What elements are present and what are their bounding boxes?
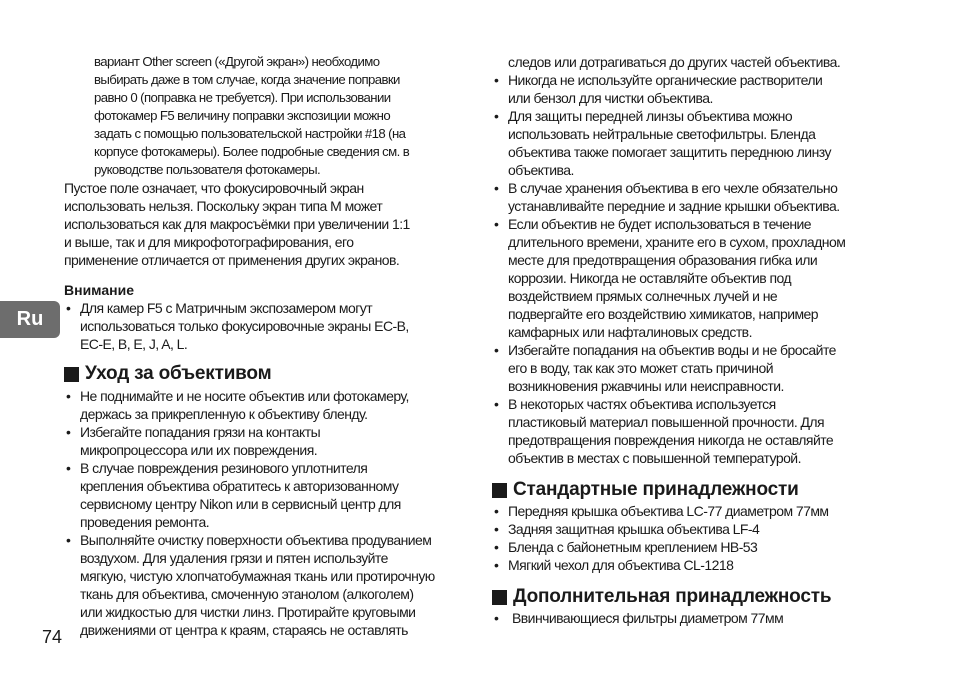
text-line: пластиковый материал повышенной прочности. Для bbox=[508, 414, 825, 430]
bullet-icon: • bbox=[494, 216, 499, 232]
text-line: Ввинчивающиеся фильтры диаметром 77мм bbox=[512, 610, 784, 626]
text-line: Выполняйте очистку поверхности объектива продуванием bbox=[80, 532, 432, 548]
bullet-icon: • bbox=[66, 388, 71, 404]
list-item bbox=[64, 423, 462, 459]
text-line: Бленда с байонетным креплением HB-53 bbox=[508, 539, 758, 555]
list-item bbox=[492, 520, 892, 538]
text-line: применение отличается от применения других экранов. bbox=[64, 252, 400, 268]
text-line: устанавливайте передние и задние крышки объектива. bbox=[508, 198, 840, 214]
list-item bbox=[492, 341, 892, 395]
page-number: 74 bbox=[42, 627, 63, 647]
text-line: держась за прикрепленную к объективу бленду. bbox=[80, 406, 368, 422]
list-item bbox=[492, 215, 892, 341]
cleaning-continuation bbox=[492, 0, 892, 71]
text-line: корпусе фотокамеры). Более подробные сведения см. в bbox=[94, 144, 410, 159]
text-line: сервисному центру Nikon или в сервисный центр для bbox=[80, 496, 401, 512]
text-line: воздухом. Для удаления грязи и пятен используйте bbox=[80, 550, 388, 566]
text-line: Пустое поле означает, что фокусировочный экран bbox=[64, 180, 364, 196]
bullet-icon: • bbox=[494, 396, 499, 412]
text-line: подвергайте его воздействию химикатов, например bbox=[508, 306, 819, 322]
text-line: использоваться как для макросъёмки при увеличении 1:1 bbox=[64, 216, 410, 232]
text-line: или жидкостью для чистки линз. Протирайте круговыми bbox=[80, 604, 416, 620]
text-line: микропроцессора или их повреждения. bbox=[80, 442, 318, 458]
lens-care-list bbox=[64, 387, 462, 639]
text-line: объектива. bbox=[508, 162, 574, 178]
bullet-icon: • bbox=[494, 503, 499, 519]
text-line: использовать нейтральные светофильтры. Бленда bbox=[508, 126, 816, 142]
bullet-icon: • bbox=[494, 72, 499, 88]
text-line: проведения ремонта. bbox=[80, 514, 210, 530]
text-line: Для камер F5 с Матричным экспозамером могут bbox=[80, 300, 373, 316]
text-line: или бензол для чистки объектива. bbox=[508, 90, 713, 106]
language-tab: Ru bbox=[0, 301, 60, 338]
text-line: Мягкий чехол для объектива CL-1218 bbox=[508, 557, 734, 573]
text-line: мягкую, чистую хлопчатобумажная ткань или протирочную bbox=[80, 568, 435, 584]
text-line: фотокамер F5 величину поправки экспозиции можно bbox=[94, 108, 391, 123]
text-line: Избегайте попадания на объектив воды и не бросайте bbox=[508, 342, 836, 358]
text-line: В случае хранения объектива в его чехле обязательно bbox=[508, 180, 838, 196]
text-line: равно 0 (поправка не требуется). При использовании bbox=[94, 90, 391, 105]
heading-text: Уход за объективом bbox=[85, 363, 272, 384]
text-line: В случае повреждения резинового уплотнителя bbox=[80, 460, 368, 476]
heading-text: Дополнительная принадлежность bbox=[513, 586, 832, 607]
left-column bbox=[64, 0, 462, 639]
text-line: крепления объектива обратитесь к авторизованному bbox=[80, 478, 399, 494]
text-line: коррозии. Никогда не оставляйте объектив под bbox=[508, 270, 792, 286]
text-line: движениями от центра к краям, стараясь не оставлять bbox=[80, 622, 408, 638]
text-line: Если объектив не будет использоваться в течение bbox=[508, 216, 812, 232]
list-item bbox=[492, 609, 892, 627]
text-line: Передняя крышка объектива LC-77 диаметром 77мм bbox=[508, 503, 829, 519]
heading-text: Стандартные принадлежности bbox=[513, 479, 799, 500]
bullet-icon: • bbox=[494, 521, 499, 537]
text-line: камфарных или нафталиновых средств. bbox=[508, 324, 752, 340]
bullet-icon: • bbox=[66, 300, 71, 316]
text-line: воздействием прямых солнечных лучей и не bbox=[508, 288, 778, 304]
lens-care-heading bbox=[64, 363, 462, 385]
bullet-icon: • bbox=[66, 460, 71, 476]
bullet-icon: • bbox=[66, 532, 71, 548]
text-line: объектив в местах с повышенной температурой. bbox=[508, 450, 801, 466]
bullet-icon: • bbox=[494, 108, 499, 124]
square-bullet-icon bbox=[492, 590, 507, 605]
bullet-icon: • bbox=[66, 424, 71, 440]
text-line: и выше, так и для микрофотографирования, его bbox=[64, 234, 354, 250]
right-column bbox=[492, 0, 892, 627]
text-line: объектива также помогает защитить переднюю линзу bbox=[508, 144, 831, 160]
text-line: выбирать даже в том случае, когда значение поправки bbox=[94, 72, 400, 87]
bullet-icon: • bbox=[494, 610, 499, 626]
text-line: его в воду, так как это может стать причиной bbox=[508, 360, 773, 376]
square-bullet-icon bbox=[64, 367, 79, 382]
optional-accessory-heading bbox=[492, 586, 892, 608]
text-line: Задняя защитная крышка объектива LF-4 bbox=[508, 521, 760, 537]
caution-list bbox=[64, 299, 462, 353]
text-line: В некоторых частях объектива используется bbox=[508, 396, 776, 412]
list-item bbox=[492, 107, 892, 179]
text-line: использовать нельзя. Поскольку экран типа M может bbox=[64, 198, 383, 214]
bullet-icon: • bbox=[494, 342, 499, 358]
text-line: EC-E, B, E, J, A, L. bbox=[80, 336, 188, 352]
text-line: Избегайте попадания грязи на контакты bbox=[80, 424, 321, 440]
text-line: Никогда не используйте органические растворители bbox=[508, 72, 823, 88]
text-line: задать с помощью пользовательской настройки #18 (на bbox=[94, 126, 406, 141]
text-line: руководстве пользователя фотокамеры. bbox=[94, 162, 321, 177]
list-item bbox=[492, 395, 892, 467]
list-item bbox=[64, 531, 462, 639]
standard-accessories-heading bbox=[492, 479, 892, 501]
list-item bbox=[492, 502, 892, 520]
list-item bbox=[64, 387, 462, 423]
text-line: Для защиты передней линзы объектива можно bbox=[508, 108, 793, 124]
list-item bbox=[492, 179, 892, 215]
text-line: возникновения ржавчины или неисправности. bbox=[508, 378, 784, 394]
list-item bbox=[64, 299, 462, 353]
list-item bbox=[492, 71, 892, 107]
standard-accessories-list bbox=[492, 502, 892, 574]
text-line: использоваться только фокусировочные экраны EC-B, bbox=[80, 318, 409, 334]
optional-accessory-list bbox=[492, 609, 892, 627]
list-item bbox=[64, 459, 462, 531]
caution-title: Внимание bbox=[64, 282, 134, 298]
screen-note-continuation bbox=[64, 0, 462, 179]
list-item bbox=[492, 538, 892, 556]
list-item bbox=[492, 556, 892, 574]
bullet-icon: • bbox=[494, 180, 499, 196]
lens-care-list-continued bbox=[492, 71, 892, 467]
bullet-icon: • bbox=[494, 557, 499, 573]
text-line: месте для предотвращения образования гибка или bbox=[508, 252, 818, 268]
text-line: следов или дотрагиваться до других частей объектива. bbox=[508, 54, 841, 70]
text-line: длительного времени, храните его в сухом, прохладном bbox=[508, 234, 846, 250]
empty-field-paragraph bbox=[64, 179, 462, 269]
text-line: вариант Other screen («Другой экран») необходимо bbox=[94, 54, 380, 69]
bullet-icon: • bbox=[494, 539, 499, 555]
text-line: Не поднимайте и не носите объектив или фотокамеру, bbox=[80, 388, 409, 404]
text-line: ткань для объектива, смоченную этанолом (алкоголем) bbox=[80, 586, 414, 602]
text-line: предотвращения повреждения никогда не оставляйте bbox=[508, 432, 834, 448]
square-bullet-icon bbox=[492, 483, 507, 498]
